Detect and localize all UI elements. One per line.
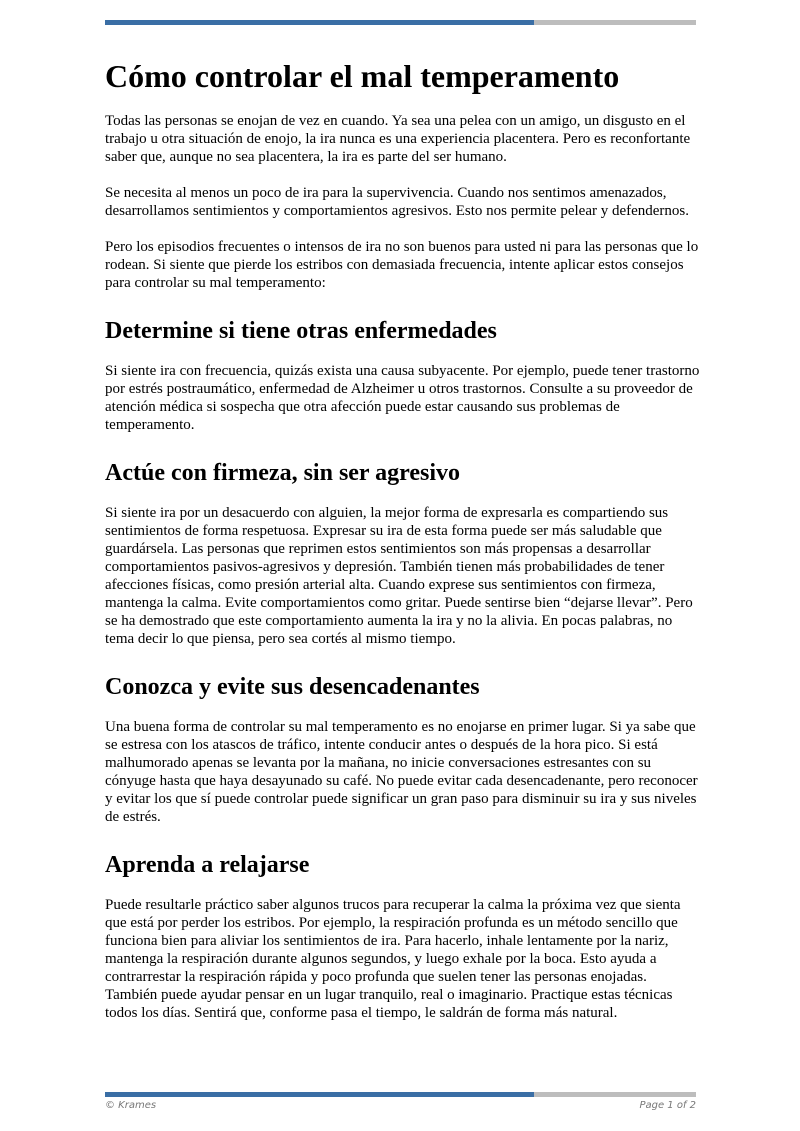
section-heading-relax: Aprenda a relajarse: [105, 852, 310, 878]
section-heading-conditions: Determine si tiene otras enfermedades: [105, 318, 497, 344]
section-body-triggers: Una buena forma de controlar su mal temperamento es no enojarse en primer lugar. Si ya sabe que se estresa con los atascos de tráfico, intente conducir antes o después de la hora pico. Si está malhumorado apenas se levanta por la mañana, no inicie conversaciones estresantes con su cónyuge hasta que haya desayunado su café. No puede evitar cada desencadenante, pero reconocer y evitar los que sí puede controlar puede significar un gran paso para disminuir su ira y sus niveles de estrés.: [105, 719, 698, 825]
top-accent-bar-gray: [534, 20, 696, 25]
intro-paragraph-2: Se necesita al menos un poco de ira para la supervivencia. Cuando nos sentimos amenazados, desarrollamos sentimientos y comportamientos agresivos. Esto nos permite pelear y defendernos.: [105, 185, 690, 219]
section-body-assertive: Si siente ira por un desacuerdo con alguien, la mejor forma de expresarla es compartiendo sus sentimientos de forma respetuosa. Expresar su ira de esta forma puede ser más saludable que guardársela. Las personas que reprimen estos sentimientos son más propensas a desarrollar comportamientos pasivos-agresivos y depresión. También tienen más probabilidades de tener afecciones físicas, como presión arterial alta. Cuando exprese sus sentimientos con firmeza, mantenga la calma. Evite comportamientos como gritar. Puede sentirse bien “dejarse llevar”. Pero se ha demostrado que este comportamiento aumenta la ira y no la alivia. En pocas palabras, no tema decir lo que piensa, pero sea cortés al mismo tiempo.: [105, 505, 693, 647]
intro-paragraph-3: Pero los episodios frecuentes o intensos de ira no son buenos para usted ni para las personas que lo rodean. Si siente que pierde los estribos con demasiada frecuencia, intente aplicar estos consejos para controlar su mal temperamento:: [105, 239, 699, 291]
bottom-accent-bar-blue: [105, 1092, 534, 1097]
top-accent-bar: [105, 20, 696, 25]
bottom-accent-bar-gray: [534, 1092, 696, 1097]
page-footer: [105, 1100, 696, 1111]
top-accent-bar-blue: [105, 20, 534, 25]
section-heading-triggers: Conozca y evite sus desencadenantes: [105, 674, 480, 700]
footer-copyright: © Krames: [105, 1100, 157, 1111]
section-heading-assertive: Actúe con firmeza, sin ser agresivo: [105, 460, 461, 486]
document-body: [105, 56, 700, 1040]
intro-paragraph-1: Todas las personas se enojan de vez en cuando. Ya sea una pelea con un amigo, un disgusto en el trabajo u otra situación de enojo, la ira nunca es una experiencia placentera. Pero es reconfortante saber que, aunque no sea placentera, la ira es parte del ser humano.: [105, 113, 691, 165]
page-title: Cómo controlar el mal temperamento: [105, 58, 620, 94]
footer-page-number: Page 1 of 2: [639, 1100, 696, 1111]
section-body-relax: Puede resultarle práctico saber algunos trucos para recuperar la calma la próxima vez que sienta que está por perder los estribos. Por ejemplo, la respiración profunda es un método sencillo que funciona bien para aliviar los sentimientos de ira. Para hacerlo, inhale lentamente por la nariz, mantenga la respiración durante algunos segundos, y luego exhale por la boca. Esto ayuda a contrarrestar la respiración rápida y poco profunda que suelen tener las personas enojadas. También puede ayudar pensar en un lugar tranquilo, real o imaginario. Practique estas técnicas todos los días. Sentirá que, conforme pasa el tiempo, le saldrán de forma más natural.: [105, 897, 681, 1021]
section-body-conditions: Si siente ira con frecuencia, quizás exista una causa subyacente. Por ejemplo, puede tener trastorno por estrés postraumático, enfermedad de Alzheimer u otros trastornos. Consulte a su proveedor de atención médica si sospecha que otra afección puede estar causando sus problemas de temperamento.: [105, 363, 700, 433]
bottom-accent-bar: [105, 1092, 696, 1097]
